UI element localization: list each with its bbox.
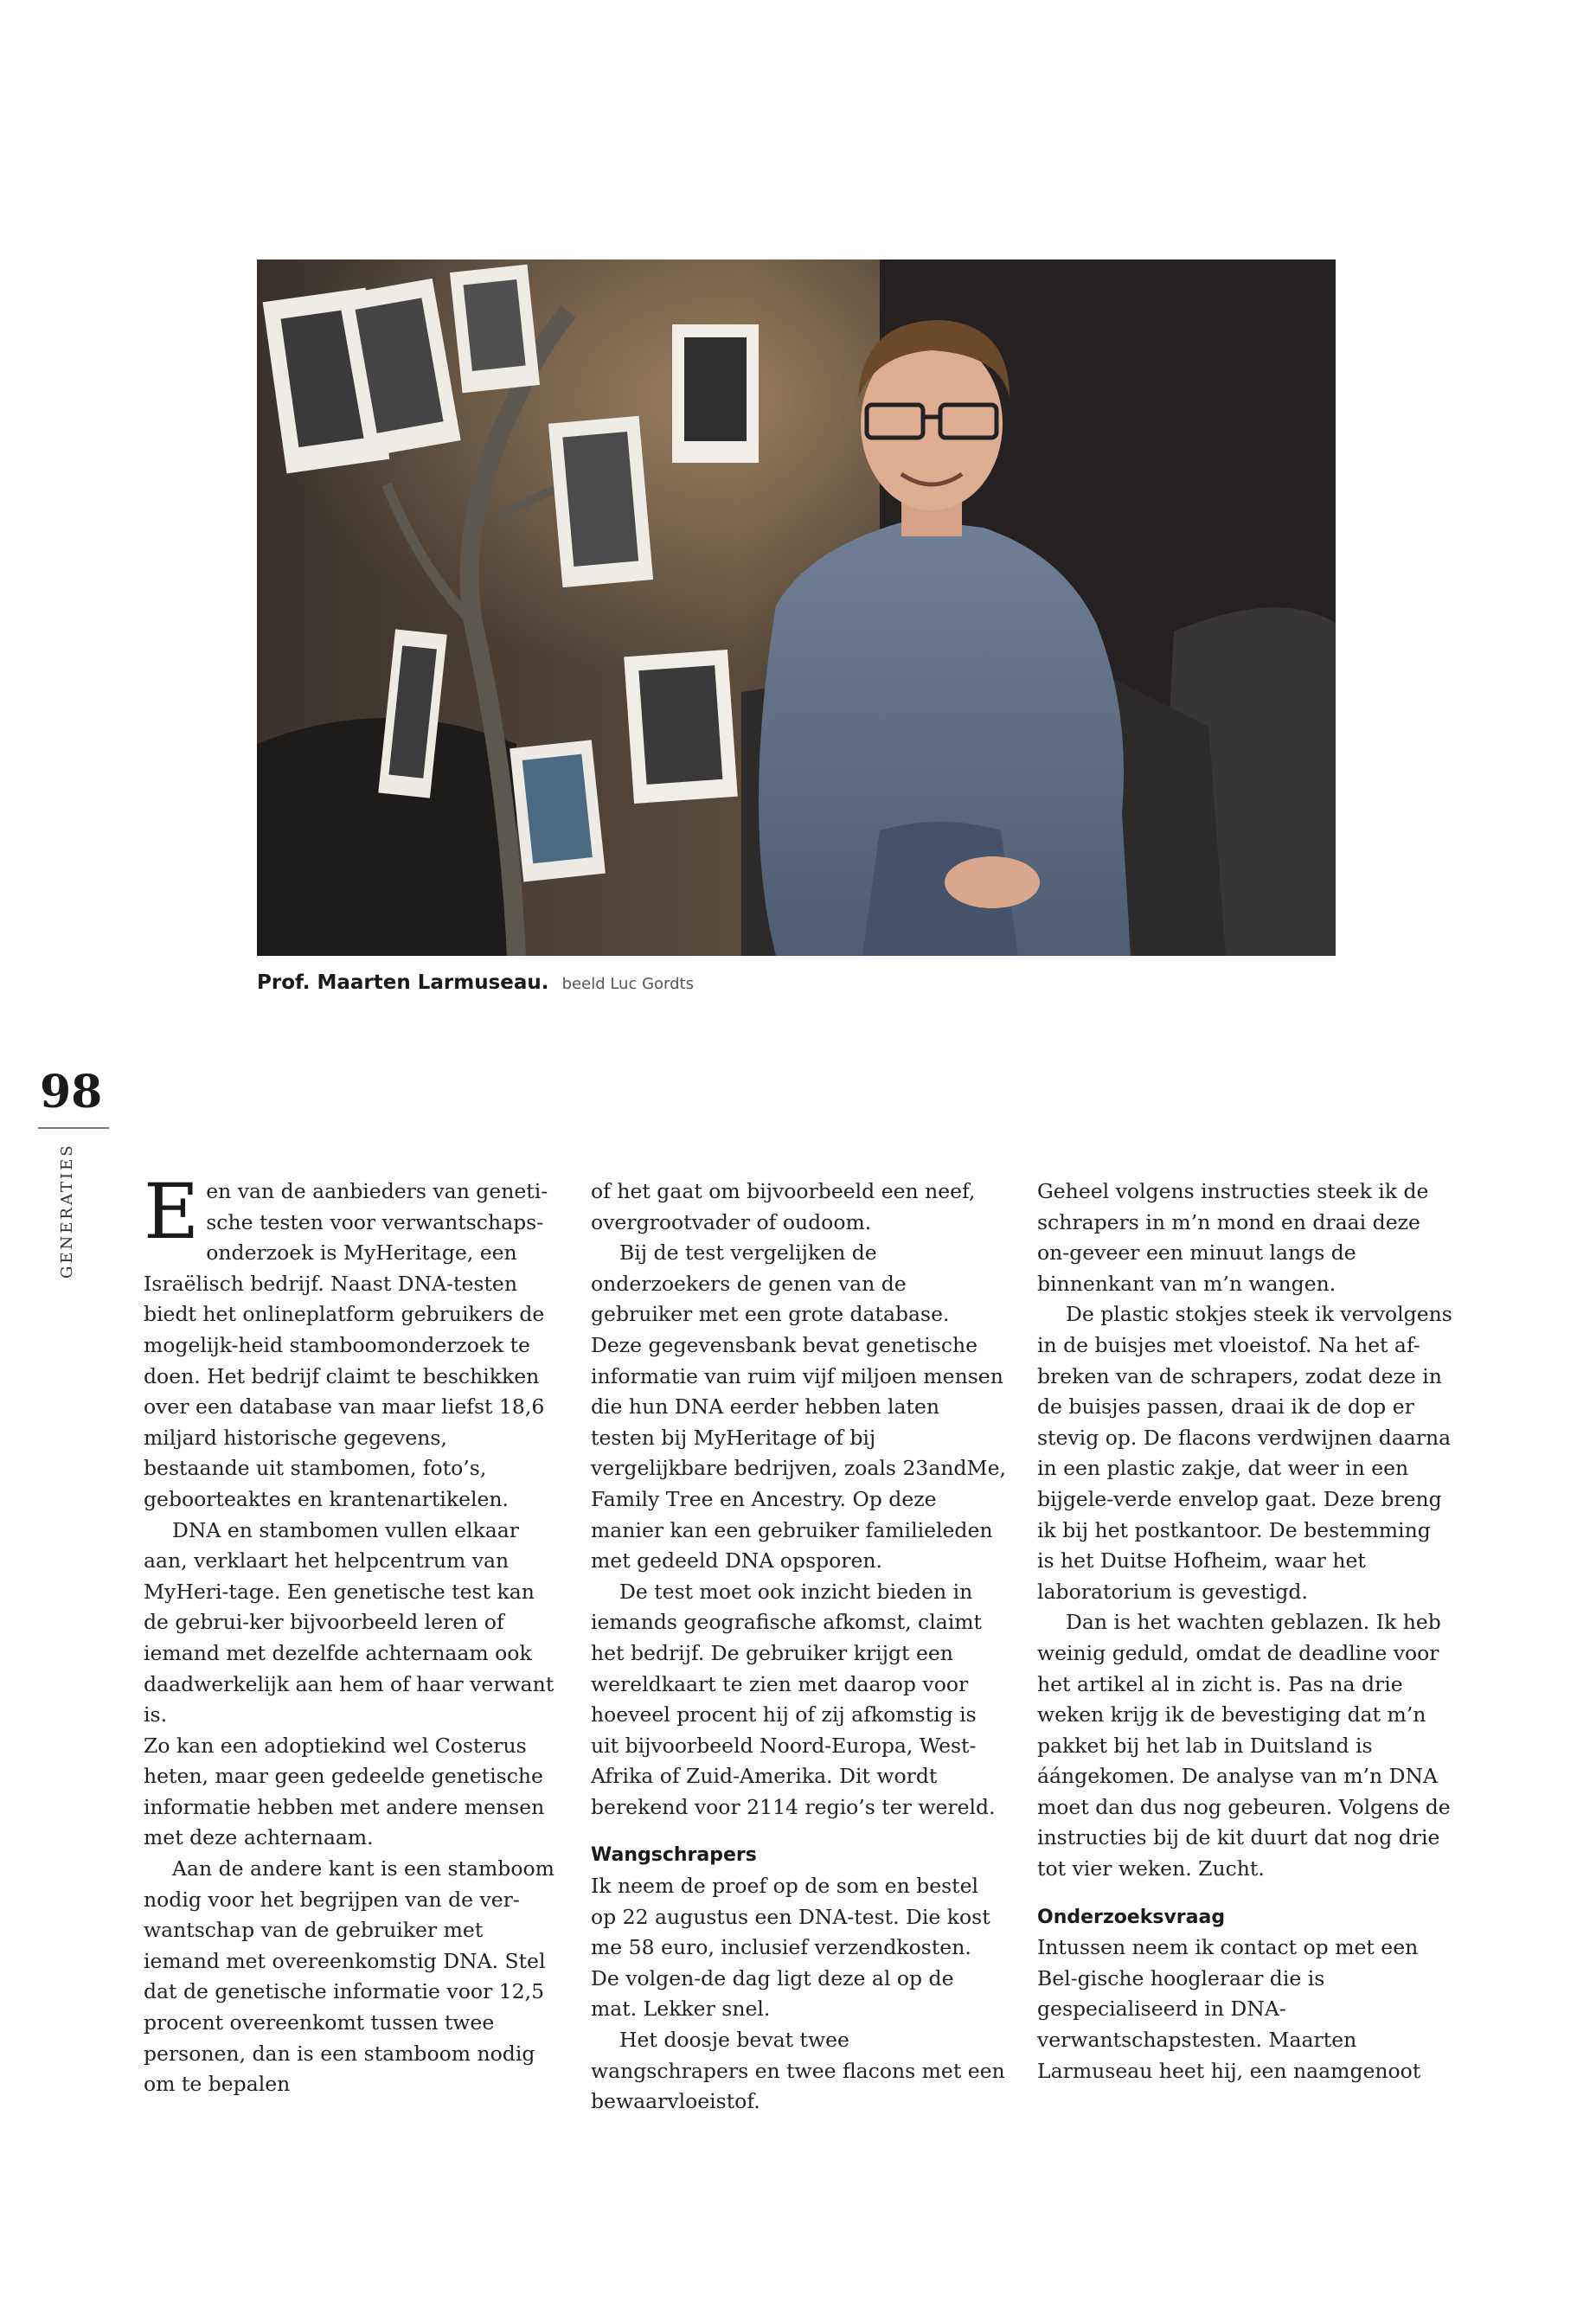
paragraph: De plastic stokjes steek ik vervolgens in de buisjes met vloeistof. Na het af-breken van de schrapers, zodat deze in de buisjes passen, draai ik de dop er stevig op. De flacons verdwijnen daarna in een plastic zakje, dat weer in een bijgele-verde envelop gaat. Deze breng ik bij het postkantoor. De bestemming is het Duitse Hofheim, waar het laboratorium is gevestigd. xyxy=(1037,1302,1452,1604)
article-column-2 xyxy=(591,1176,1006,2118)
portrait-illustration xyxy=(257,260,1336,956)
page-number-divider xyxy=(38,1127,109,1129)
paragraph: Aan de andere kant is een stamboom nodig voor het begrijpen van de ver-wantschap van de gebruiker met iemand met overeenkomstig DNA. Stel dat de genetische informatie voor 12,5 procent overeenkomt tussen twee personen, dan is een stamboom nodig om te bepalen xyxy=(144,1856,554,2097)
paragraph: DNA en stambomen vullen elkaar aan, verklaart het helpcentrum van MyHeri-tage. Een genetische test kan de gebrui-ker bijvoorbeeld leren of iemand met dezelfde achternaam ook daadwerkelijk aan hem of haar verwant is. xyxy=(144,1517,554,1727)
caption-name: Prof. Maarten Larmuseau. xyxy=(257,971,549,994)
drop-cap: E xyxy=(144,1167,200,1256)
photo-caption xyxy=(257,967,694,998)
paragraph: De test moet ook inzicht bieden in iemands geografische afkomst, claimt het bedrijf. De gebruiker krijgt een wereldkaart te zien met daarop voor hoeveel procent hij of zij afkomstig is uit bijvoorbeeld Noord-Europa, West-Afrika of Zuid-Amerika. Dit wordt berekend voor 2114 regio’s ter wereld. xyxy=(591,1579,996,1819)
subheading-wangschrapers: Wangschrapers xyxy=(591,1844,757,1867)
paragraph: Intussen neem ik contact op met een Bel-gische hoogleraar die is gespecialiseerd in DNA-verwantschapstesten. Maarten Larmuseau heet hij, een naamgenoot xyxy=(1037,1935,1421,2083)
paragraph: Geheel volgens instructies steek ik de schrapers in m’n mond en draai deze on-geveer een minuut langs de binnenkant van m’n wangen. xyxy=(1037,1179,1429,1296)
page-number: 98 xyxy=(40,1066,103,1118)
article-column-1 xyxy=(144,1167,559,2100)
article-photo xyxy=(257,260,1336,956)
paragraph xyxy=(144,1167,559,1516)
paragraph: Ik neem de proef op de som en bestel op 22 augustus een DNA-test. Die kost me 58 euro, inclusief verzendkosten. De volgen-de dag ligt deze al op de mat. Lekker snel. xyxy=(591,1874,990,2022)
paragraph: Het doosje bevat twee wangschrapers en twee flacons met een bewaarvloeistof. xyxy=(591,2028,1005,2114)
subheading-onderzoeksvraag: Onderzoeksvraag xyxy=(1037,1906,1226,1928)
paragraph: of het gaat om bijvoorbeeld een neef, overgrootvader of oudoom. xyxy=(591,1179,976,1234)
section-label xyxy=(50,1140,85,1279)
paragraph-text: en van de aanbieders van geneti-sche testen voor verwantschaps-onderzoek is MyHeritage, een Israëlisch bedrijf. Naast DNA-testen biedt het onlineplatform gebruikers de mogelijk-heid stamboomonderzoek te doen. Het bedrijf claimt te beschikken over een database van maar liefst 18,6 miljard historische gegevens, bestaande uit stambomen, foto’s, geboorteaktes en krantenartikelen. xyxy=(144,1179,548,1511)
section-label-text: GENERATIES xyxy=(58,1143,76,1279)
article-column-3 xyxy=(1037,1176,1452,2086)
paragraph: Dan is het wachten geblazen. Ik heb weinig geduld, omdat de deadline voor het artikel al in zicht is. Pas na drie weken krijg ik de bevestiging dat m’n pakket bij het lab in Duitsland is áángekomen. De analyse van m’n DNA moet dan dus nog gebeuren. Volgens de instructies bij de kit duurt dat nog drie tot vier weken. Zucht. xyxy=(1037,1610,1451,1881)
paragraph: Bij de test vergelijken de onderzoekers de genen van de gebruiker met een grote database. Deze gegevensbank bevat genetische informatie van ruim vijf miljoen mensen die hun DNA eerder hebben laten testen bij MyHeritage of bij vergelijkbare bedrijven, zoals 23andMe, Family Tree en Ancestry. Op deze manier kan een gebruiker familieleden met gedeeld DNA opsporen. xyxy=(591,1240,1006,1574)
caption-credit: beeld Luc Gordts xyxy=(561,975,694,993)
paragraph: Zo kan een adoptiekind wel Costerus heten, maar geen gedeelde genetische informatie hebben met andere mensen met deze achternaam. xyxy=(144,1733,545,1850)
